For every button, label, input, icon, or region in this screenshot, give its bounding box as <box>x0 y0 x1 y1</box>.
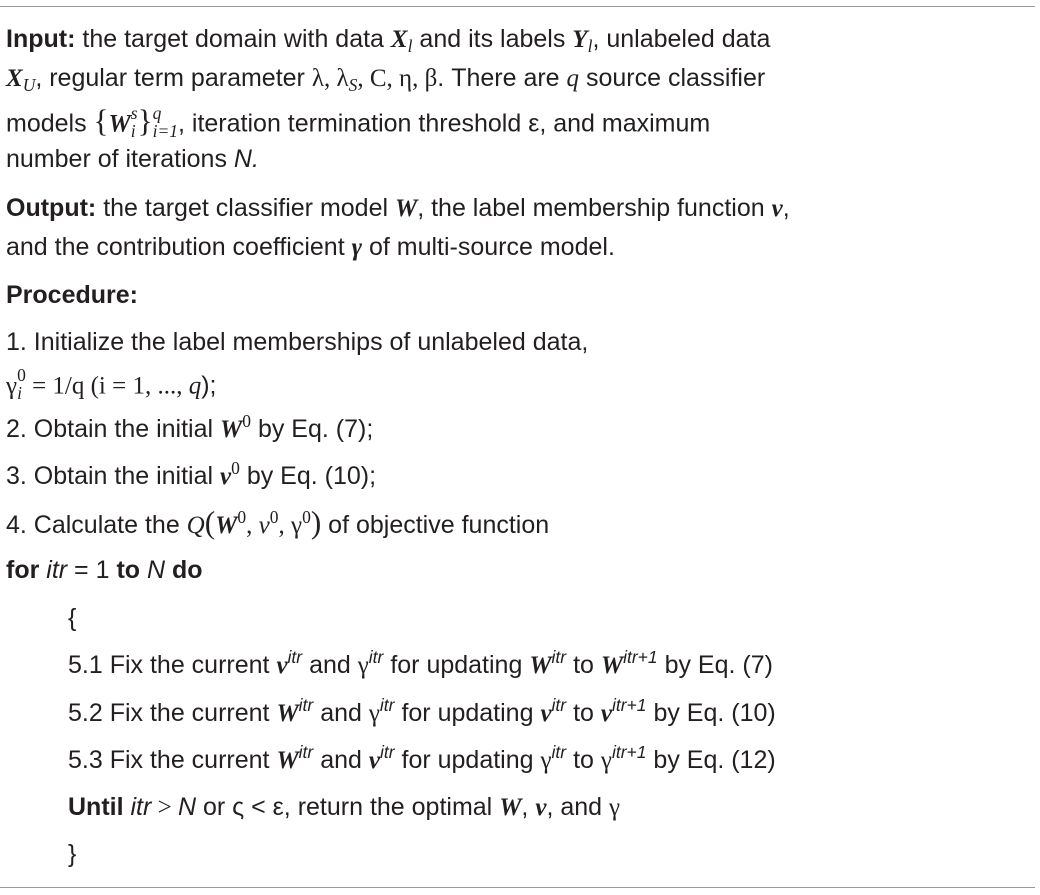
close-brace: } <box>68 840 77 868</box>
step-5-2: 5.2 Fix the current $W^{itr}$ and $\gamma^{itr}$ for updating $v^{itr}$ to $v^{itr+1}$ by Eq. (10) <box>68 695 776 727</box>
step-4: 4. Calculate the $Q(W^0$, $v^0$, $\gamma^0$) of objective function <box>6 505 550 540</box>
step-5-3: 5.3 Fix the current $W^{itr}$ and $v^{itr}$ for updating $\gamma^{itr}$ to $\gamma^{itr+1}$ by Eq. (12) <box>68 742 776 774</box>
until-line: Until itr > N or ς < ε, return the optimal W, v, and γ <box>68 793 621 821</box>
input-line-1: Input: the target domain with data $X_l$ and its labels $Y_l$, unlabeled data <box>6 25 771 57</box>
open-brace: { <box>68 604 77 632</box>
input-heading: Input: <box>6 25 76 53</box>
output-line-1: Output: the target classifier model W, the label membership function v, <box>6 194 790 222</box>
input-line-3: models {W s i } q i=1 , iteration termination threshold ε, and maximum <box>6 103 711 142</box>
top-rule <box>0 6 1035 7</box>
step-5-1: 5.1 Fix the current $v^{itr}$ and $\gamma^{itr}$ for updating $W^{itr}$ to $W^{itr+1}$ by Eq. (7) <box>68 647 773 679</box>
input-line-4: number of iterations N. <box>6 145 259 173</box>
step-2: 2. Obtain the initial $W^0$ by Eq. (7); <box>6 411 374 443</box>
bottom-rule <box>0 887 1035 888</box>
step-3: 3. Obtain the initial $v^0$ by Eq. (10); <box>6 458 377 490</box>
input-line-2: $X_U$, regular term parameter λ, $\lambda_S$, C, η, β. There are q source classifier <box>6 64 766 96</box>
output-line-2: and the contribution coefficient γ of multi-source model. <box>6 233 615 261</box>
for-line: for itr = 1 to N do <box>6 556 203 584</box>
procedure-heading: Procedure: <box>6 281 138 309</box>
step-1b: γ 0 i = 1/q (i = 1, ..., q); <box>6 365 217 404</box>
output-heading: Output: <box>6 194 97 222</box>
step-1a: 1. Initialize the label memberships of unlabeled data, <box>6 328 589 356</box>
